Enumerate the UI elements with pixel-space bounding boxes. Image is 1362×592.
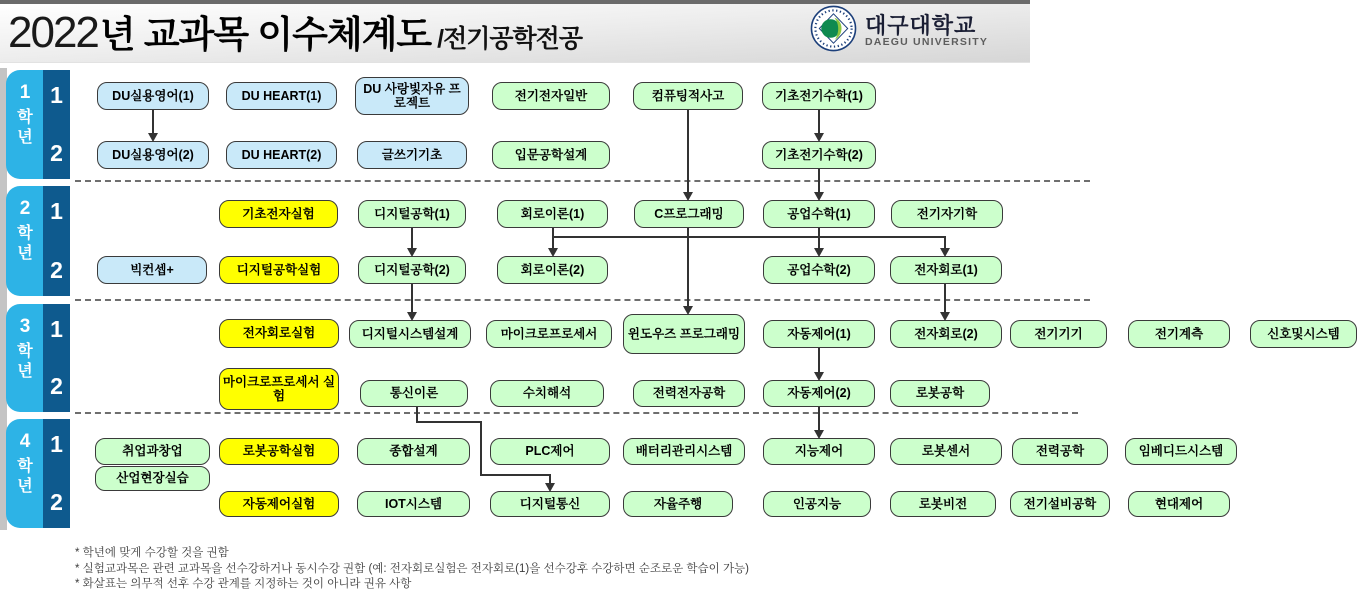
arrow-line <box>480 421 482 476</box>
course-box: 신호및시스템 <box>1250 320 1357 348</box>
semester-2-label: 2 <box>50 373 63 399</box>
arrow-head <box>407 312 417 321</box>
course-box: 글쓰기기초 <box>357 141 467 169</box>
course-box: 로봇센서 <box>890 438 1002 465</box>
course-box: 전력공학 <box>1012 438 1108 465</box>
course-box: 전기설비공학 <box>1010 491 1110 517</box>
course-box: 전기기기 <box>1010 320 1107 348</box>
arrow-line <box>411 284 413 313</box>
course-box: 컴퓨팅적사고 <box>633 82 743 110</box>
course-box: 전기자기학 <box>891 200 1003 228</box>
course-box: 디지털공학(1) <box>358 200 466 228</box>
course-box: 회로이론(2) <box>497 256 608 284</box>
arrow-head <box>814 372 824 381</box>
arrow-head <box>814 192 824 201</box>
arrow-line <box>818 169 820 193</box>
course-box: DU 사랑빛자유 프로젝트 <box>355 77 469 115</box>
course-box: DU HEART(1) <box>226 82 337 110</box>
course-box: DU실용영어(2) <box>97 141 209 169</box>
year-block-2 <box>6 186 70 296</box>
arrow-line <box>416 421 482 423</box>
semester-2-label: 2 <box>50 489 63 515</box>
course-box: 전자회로(1) <box>890 256 1002 284</box>
course-box: 통신이론 <box>360 380 468 407</box>
course-box: 자동제어(2) <box>763 380 875 407</box>
course-box: 지능제어 <box>763 438 875 465</box>
semester-2-label: 2 <box>50 140 63 166</box>
course-box: 공업수학(2) <box>763 256 875 284</box>
title-year: 2022 <box>8 8 98 57</box>
arrow-head <box>548 248 558 257</box>
arrow-line <box>818 228 820 249</box>
course-box: 종합설계 <box>357 438 470 465</box>
course-box: 자율주행 <box>623 491 733 517</box>
course-box: 전자회로실험 <box>219 319 339 348</box>
semester-1-label: 1 <box>50 316 63 342</box>
footnote-line: * 화살표는 의무적 선후 수강 관계를 지정하는 것이 아니라 권유 사항 <box>75 578 412 590</box>
course-box: 임베디드시스템 <box>1125 438 1237 465</box>
page-title: 년 교과목 이수체계도 <box>99 14 432 55</box>
course-box: 인공지능 <box>763 491 871 517</box>
year-divider <box>75 299 1090 301</box>
course-box: 배터리관리시스템 <box>623 438 745 465</box>
arrow-head <box>814 133 824 142</box>
course-box: 디지털통신 <box>490 491 610 517</box>
semester-1-label: 1 <box>50 431 63 457</box>
course-box: 입문공학설계 <box>492 141 610 169</box>
year-number: 1 <box>19 82 31 103</box>
course-box: C프로그래밍 <box>634 200 744 228</box>
arrow-head <box>940 248 950 257</box>
year-number: 2 <box>19 198 31 219</box>
course-box: DU실용영어(1) <box>97 82 209 110</box>
arrow-head <box>407 248 417 257</box>
course-box: 전력전자공학 <box>633 380 745 407</box>
arrow-line <box>818 407 820 431</box>
course-box: 전기계측 <box>1128 320 1230 348</box>
arrow-line <box>818 110 820 134</box>
course-box: 디지털공학실험 <box>219 256 339 284</box>
footnote-line: * 실험교과목은 관련 교과목을 선수강하거나 동시수강 권함 (예: 전자회로실험은 전자회로(1)을 선수강후 수강하면 순조로운 학습이 가능) <box>75 562 749 575</box>
year-block-1 <box>6 70 70 179</box>
year-suffix: 학년 <box>17 343 33 380</box>
arrow-line <box>480 474 551 476</box>
course-box: 산업현장실습 <box>95 466 210 491</box>
course-box: 현대제어 <box>1128 491 1230 517</box>
footnotes <box>75 546 749 592</box>
course-box: 마이크로프로세서 <box>486 320 612 348</box>
course-box: 마이크로프로세서 실험 <box>219 368 339 410</box>
year-number: 4 <box>19 431 31 452</box>
arrow-head <box>545 483 555 492</box>
course-box: 전기전자일반 <box>492 82 610 110</box>
course-box: 자동제어실험 <box>219 491 339 517</box>
course-box: 윈도우즈 프로그래밍 <box>623 314 745 354</box>
semester-1-label: 1 <box>50 198 63 224</box>
university-logo <box>810 5 988 57</box>
arrow-line <box>687 110 689 193</box>
course-box: 디지털시스템설계 <box>349 320 471 348</box>
course-box: 수치해석 <box>490 380 604 407</box>
arrow-line <box>552 236 946 238</box>
course-box: 디지털공학(2) <box>358 256 466 284</box>
arrow-head <box>940 312 950 321</box>
year-suffix: 학년 <box>17 109 33 146</box>
year-divider <box>75 180 1090 182</box>
course-box: 공업수학(1) <box>763 200 875 228</box>
course-box: 회로이론(1) <box>497 200 608 228</box>
arrow-line <box>152 110 154 134</box>
arrow-line <box>944 284 946 313</box>
course-box: 로봇공학실험 <box>219 438 339 465</box>
course-box: IOT시스템 <box>357 491 470 517</box>
year-block-4 <box>6 419 70 528</box>
course-box: DU HEART(2) <box>226 141 337 169</box>
university-name-kr: 대구대학교 <box>865 12 977 38</box>
year-suffix: 학년 <box>17 225 33 262</box>
course-box: 취업과창업 <box>95 438 210 465</box>
arrow-line <box>411 228 413 249</box>
year-suffix: 학년 <box>17 458 33 495</box>
arrow-line <box>687 228 689 307</box>
course-box: 자동제어(1) <box>763 320 875 348</box>
arrow-line <box>818 348 820 373</box>
university-name-en: DAEGU UNIVERSITY <box>865 36 989 49</box>
year-divider <box>75 412 1078 414</box>
university-seal-icon <box>810 5 857 57</box>
footnote-line: * 학년에 맞게 수강할 것을 권함 <box>75 547 229 559</box>
course-box: PLC제어 <box>490 438 610 465</box>
year-number: 3 <box>19 316 31 337</box>
arrow-head <box>814 248 824 257</box>
year-block-3 <box>6 304 70 412</box>
semester-1-label: 1 <box>50 82 63 108</box>
course-box: 로봇비전 <box>890 491 996 517</box>
title-major: /전기공학전공 <box>437 25 582 53</box>
course-box: 기초전기수학(1) <box>762 82 876 110</box>
arrow-head <box>683 192 693 201</box>
course-box: 전자회로(2) <box>890 320 1002 348</box>
arrow-head <box>814 430 824 439</box>
arrow-head <box>683 306 693 315</box>
course-box: 기초전자실험 <box>219 200 338 228</box>
semester-2-label: 2 <box>50 257 63 283</box>
arrow-head <box>148 133 158 142</box>
course-box: 로봇공학 <box>890 380 990 407</box>
course-box: 기초전기수학(2) <box>762 141 876 169</box>
course-box: 빅컨셉+ <box>97 256 207 284</box>
